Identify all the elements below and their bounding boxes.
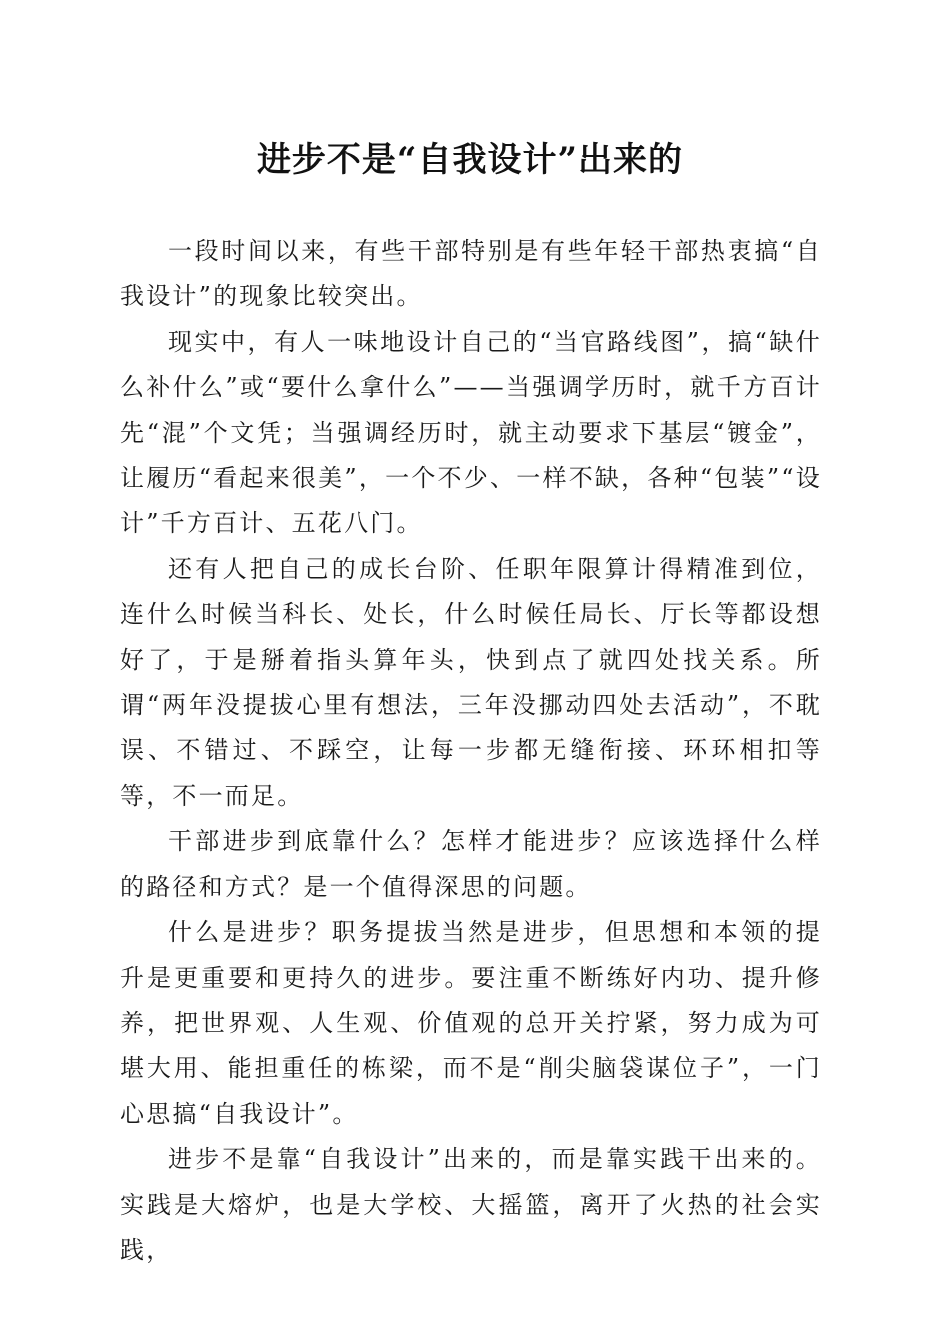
paragraph-4: 干部进步到底靠什么？怎样才能进步？应该选择什么样的路径和方式？是一个值得深思的问题。 <box>120 827 822 901</box>
page-title: 进步不是“自我设计”出来的 <box>256 140 684 180</box>
paragraph-3: 还有人把自己的成长台阶、任职年限算计得精准到位，连什么时候当科长、处长，什么时候任局长、厅长等都设想好了，于是掰着指头算年头，快到点了就四处找关系。所谓“两年没提拔心里有想法，三年没挪动四处去活动”，不耽误、不错过、不踩空，让每一步都无缝衔接、环环相扣等等，不一而足。 <box>120 554 822 810</box>
article-body <box>120 229 822 1273</box>
paragraph-1: 一段时间以来，有些干部特别是有些年轻干部热衷搞“自我设计”的现象比较突出。 <box>120 237 822 311</box>
paragraph-5: 什么是进步？职务提拔当然是进步，但思想和本领的提升是更重要和更持久的进步。要注重不断练好内功、提升修养，把世界观、人生观、价值观的总开关拧紧，努力成为可堪大用、能担重任的栋梁，而不是“削尖脑袋谋位子”，一门心思搞“自我设计”。 <box>120 918 822 1128</box>
paragraph-2: 现实中，有人一味地设计自己的“当官路线图”，搞“缺什么补什么”或“要什么拿什么”——当强调学历时，就千方百计先“混”个文凭；当强调经历时，就主动要求下基层“镀金”，让履历“看起来很美”，一个不少、一样不缺，各种“包装”“设计”千方百计、五花八门。 <box>120 327 822 538</box>
paragraph-6: 进步不是靠“自我设计”出来的，而是靠实践干出来的。实践是大熔炉，也是大学校、大摇篮，离开了火热的社会实践， <box>120 1145 822 1264</box>
